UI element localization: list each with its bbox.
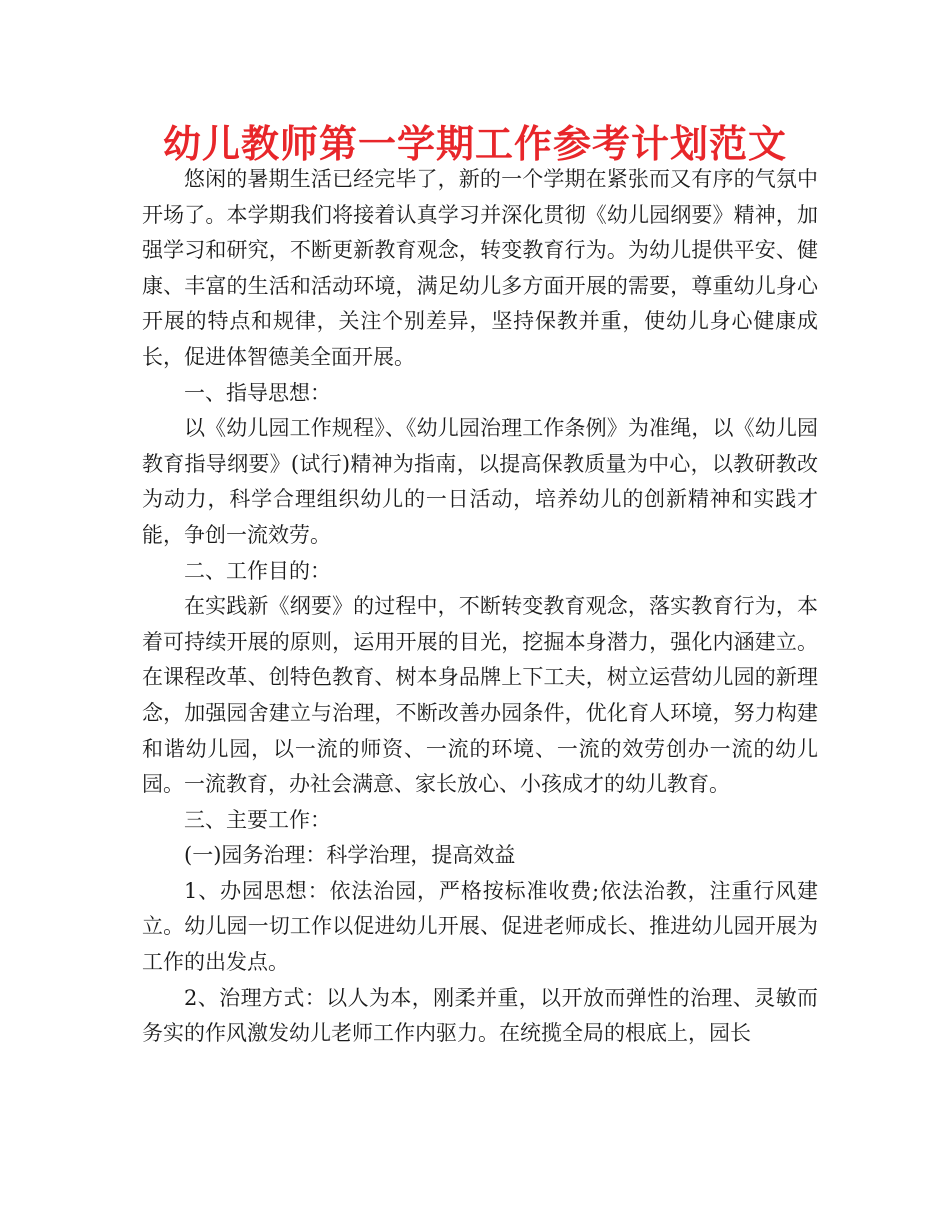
subheading-management: (一)园务治理：科学治理，提高效益 <box>184 843 516 868</box>
document-body <box>142 162 818 1052</box>
document-title: 幼儿教师第一学期工作参考计划范文 <box>162 121 787 166</box>
paragraph-item-1: 1、办园思想：依法治园，严格按标准收费;依法治教，注重行风建立。幼儿园一切工作以促进幼儿开展、促进老师成长、推进幼儿园开展为工作的出发点。 <box>142 878 818 975</box>
paragraph-intro: 悠闲的暑期生活已经完毕了，新的一个学期在紧张而又有序的气氛中开场了。本学期我们将接着认真学习并深化贯彻《幼儿园纲要》精神，加强学习和研究，不断更新教育观念，转变教育行为。为幼儿提供平安、健康、丰富的生活和活动环境，满足幼儿多方面开展的需要，尊重幼儿身心开展的特点和规律，关注个别差异，坚持保教并重，使幼儿身心健康成长，促进体智德美全面开展。 <box>142 167 818 369</box>
heading-guiding-ideology: 一、指导思想： <box>184 380 331 405</box>
heading-main-work: 三、主要工作： <box>184 807 331 832</box>
paragraph-work-objectives: 在实践新《纲要》的过程中，不断转变教育观念，落实教育行为，本着可持续开展的原则，运用开展的目光，挖掘本身潜力，强化内涵建立。在课程改革、创特色教育、树本身品牌上下工夫，树立运营幼儿园的新理念，加强园舍建立与治理，不断改善办园条件，优化育人环境，努力构建和谐幼儿园，以一流的师资、一流的环境、一流的效劳创办一流的幼儿园。一流教育，办社会满意、家长放心、小孩成才的幼儿教育。 <box>142 594 818 797</box>
heading-work-objectives: 二、工作目的： <box>184 558 331 583</box>
paragraph-guiding-ideology: 以《幼儿园工作规程》、《幼儿园治理工作条例》为准绳，以《幼儿园教育指导纲要》(试行)精神为指南，以提高保教质量为中心，以教研教改为动力，科学合理组织幼儿的一日活动，培养幼儿的创新精神和实践才能，争创一流效劳。 <box>142 416 818 547</box>
paragraph-item-2: 2、治理方式：以人为本，刚柔并重，以开放而弹性的治理、灵敏而务实的作风激发幼儿老师工作内驱力。在统揽全局的根底上，园长 <box>142 985 818 1046</box>
